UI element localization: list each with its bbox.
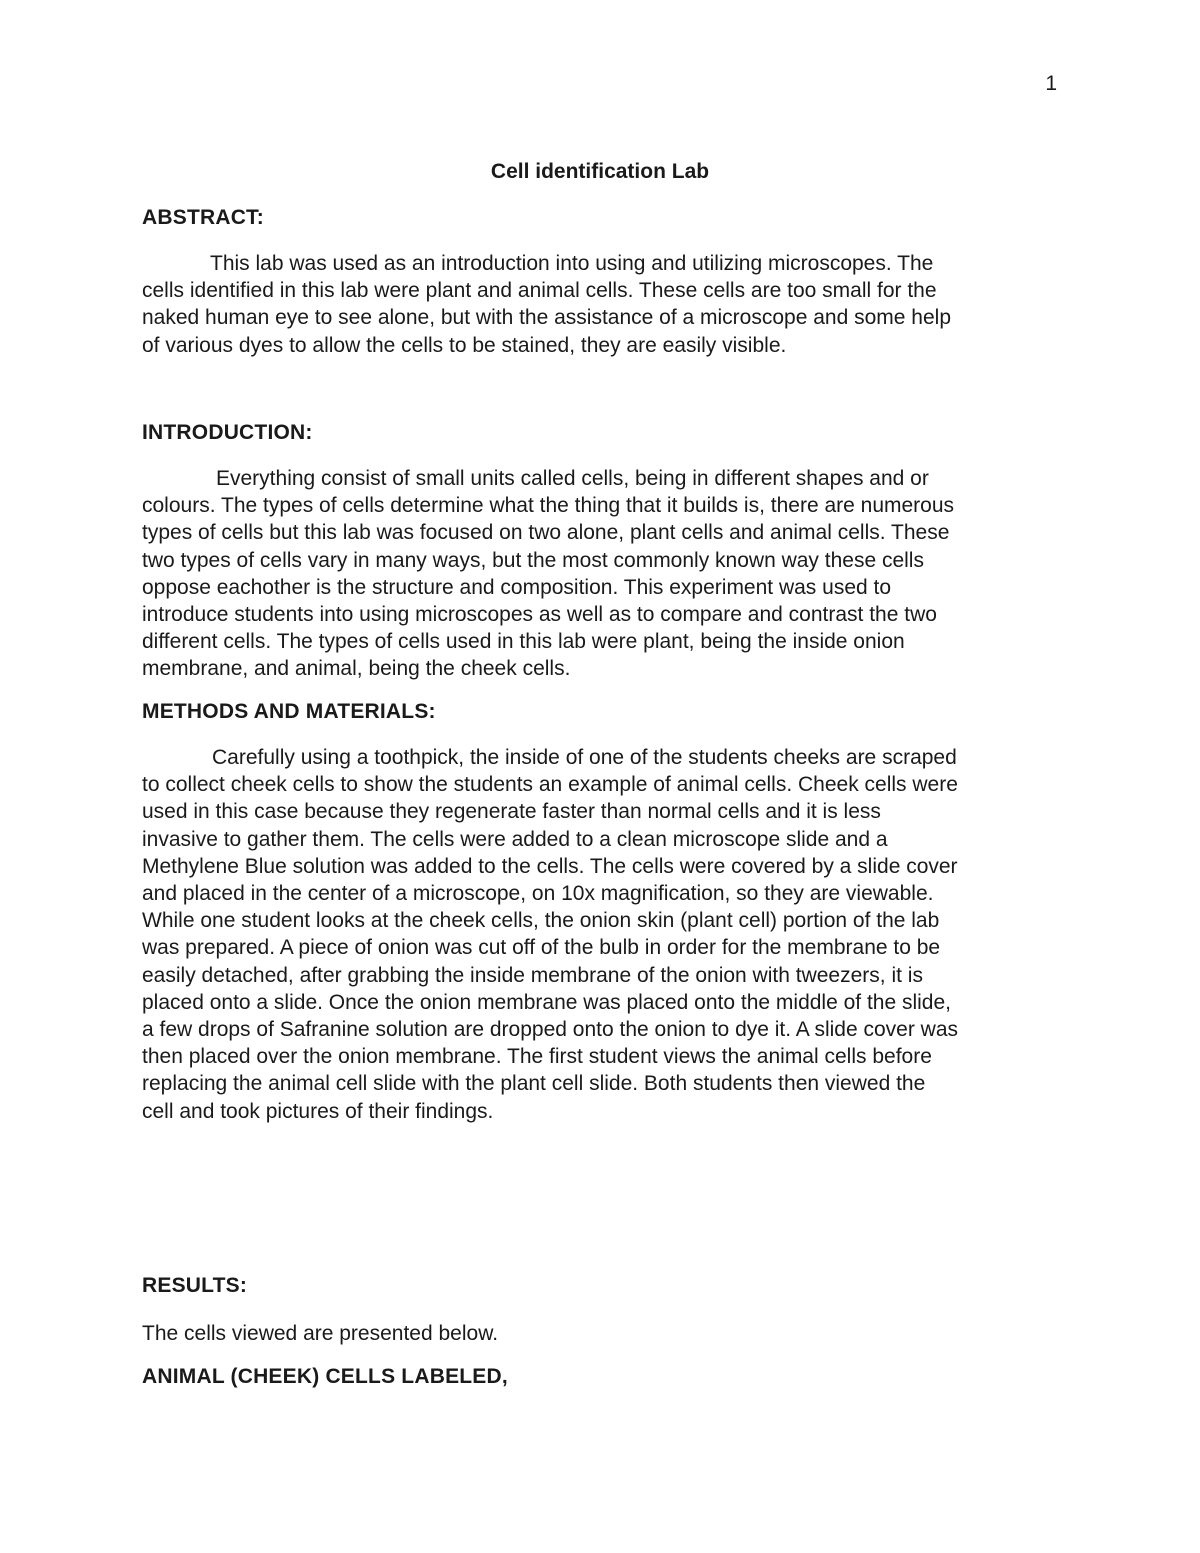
methods-line: and placed in the center of a microscope, on 10x magnification, so they are viewable.: [142, 882, 934, 906]
methods-paragraph: [142, 744, 1062, 1125]
abstract-line: of various dyes to allow the cells to be stained, they are easily visible.: [142, 333, 787, 357]
methods-line: a few drops of Safranine solution are dropped onto the onion to dye it. A slide cover was: [142, 1018, 959, 1042]
methods-line: then placed over the onion membrane. The first student views the animal cells before: [142, 1045, 932, 1069]
abstract-heading: ABSTRACT:: [142, 206, 264, 229]
methods-line: cell and took pictures of their findings.: [142, 1099, 494, 1123]
page-number: 1: [1045, 72, 1057, 95]
introduction-line: different cells. The types of cells used in this lab were plant, being the inside onion: [142, 630, 905, 654]
abstract-line: This lab was used as an introduction into using and utilizing microscopes. The: [210, 252, 934, 275]
methods-line: replacing the animal cell slide with the plant cell slide. Both students then viewed the: [142, 1072, 926, 1096]
methods-line: While one student looks at the cheek cells, the onion skin (plant cell) portion of the lab: [142, 909, 940, 933]
introduction-paragraph: [142, 465, 1062, 683]
methods-line: placed onto a slide. Once the onion membrane was placed onto the middle of the slide,: [142, 990, 952, 1014]
abstract-line: cells identified in this lab were plant and animal cells. These cells are too small for the: [142, 279, 937, 303]
methods-line: to collect cheek cells to show the students an example of animal cells. Cheek cells were: [142, 773, 958, 797]
introduction-line: oppose eachother is the structure and composition. This experiment was used to: [142, 575, 892, 599]
introduction-line: Everything consist of small units called cells, being in different shapes and or: [216, 467, 929, 490]
introduction-line: introduce students into using microscopes as well as to compare and contrast the two: [142, 603, 937, 627]
animal-cells-heading: ANIMAL (CHEEK) CELLS LABELED,: [142, 1365, 508, 1388]
introduction-line: types of cells but this lab was focused on two alone, plant cells and animal cells. These: [142, 521, 950, 545]
page-title: Cell identification Lab: [490, 160, 710, 183]
results-text: The cells viewed are presented below.: [142, 1322, 499, 1345]
introduction-heading: INTRODUCTION:: [142, 421, 313, 444]
introduction-line: colours. The types of cells determine what the thing that it builds is, there are numerous: [142, 494, 955, 518]
results-heading: RESULTS:: [142, 1274, 248, 1297]
methods-line: invasive to gather them. The cells were added to a clean microscope slide and a: [142, 827, 888, 851]
methods-line: was prepared. A piece of onion was cut off of the bulb in order for the membrane to be: [142, 936, 941, 960]
introduction-line: membrane, and animal, being the cheek cells.: [142, 657, 571, 681]
methods-line: Carefully using a toothpick, the inside of one of the students cheeks are scraped: [212, 746, 957, 769]
methods-heading: METHODS AND MATERIALS:: [142, 700, 436, 723]
introduction-line: two types of cells vary in many ways, but the most commonly known way these cells: [142, 548, 924, 572]
abstract-paragraph: [142, 250, 1062, 359]
methods-line: used in this case because they regenerate faster than normal cells and it is less: [142, 800, 881, 824]
abstract-line: naked human eye to see alone, but with the assistance of a microscope and some help: [142, 306, 951, 330]
methods-line: easily detached, after grabbing the inside membrane of the onion with tweezers, it is: [142, 963, 923, 987]
methods-line: Methylene Blue solution was added to the cells. The cells were covered by a slide cover: [142, 854, 958, 878]
